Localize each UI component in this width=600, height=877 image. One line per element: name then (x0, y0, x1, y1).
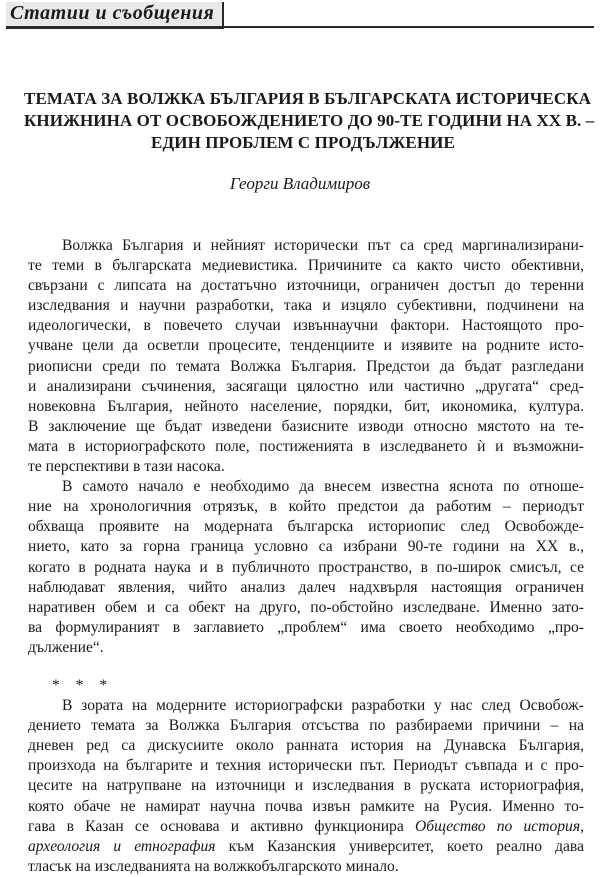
title-line-1: ТЕМАТА ЗА ВОЛЖКА БЪЛГАРИЯ В БЪЛГАРСКАТА ИСТОРИЧЕСКА (24, 89, 592, 108)
text-line: идеологически, в повечето случаи извъннаучни фактори. Настоящото про- (28, 317, 584, 335)
paragraph-2 (28, 477, 584, 658)
text-line: нието, като за горна граница условно са избрани 90-те години на XX в., (28, 538, 584, 556)
article-author: Георги Владимиров (229, 174, 371, 193)
text-line: и анализирани съчинения, засягащи цялостно или частично „другата“ сред- (28, 377, 584, 395)
text-line: новековна България, нейното население, порядки, бит, икономика, култура. (28, 397, 584, 415)
text-line: свързани с липсата на достатъчно източници, ограничен достъп до теренни (28, 277, 584, 295)
text-line: учване цели да осветли процесите, тенденциите и изявите на родните исто- (28, 337, 584, 355)
text-line (28, 817, 584, 837)
text-line: ние на хронологичния отрязък, в който предстои да работим – периодът (28, 498, 584, 516)
paragraph-1 (28, 236, 584, 477)
text-line: когато в родната наука и в публичното пространство, в по-широк смисъл, се (28, 558, 584, 576)
text-line: наративен обем и са обект на друго, по-обстойно изследване. Именно зато- (28, 598, 584, 616)
text-line: обхваща проявите на модерната българска историопис след Освобожде- (28, 518, 584, 536)
italic-society-name-cont: археология и етнография (28, 837, 216, 855)
text-line: Волжка България и нейният исторически път са сред маргинализирани- (62, 237, 584, 254)
article-title (24, 88, 595, 154)
text-line: мата в историографското поле, постиженията в изследването ѝ и възможни- (28, 437, 584, 455)
header-rule (6, 26, 594, 28)
text-line: изследвания и научни разработки, така и изцяло субективни, подчинени на (28, 297, 584, 315)
text-line: произхода на българите и техния исторически път. Периодът съвпада и с про- (28, 757, 584, 775)
text-line: В зората на модерните историографски разработки у нас след Освобож- (62, 697, 584, 715)
text-line: цесите на натрупване на източници и изследвания в руската историография, (28, 777, 584, 795)
title-line-3: ЕДИН ПРОБЛЕМ С ПРОДЪЛЖЕНИЕ (151, 133, 455, 152)
text-line: наблюдават явления, чийто анализ далеч надхвърля настоящия ограничен (28, 578, 584, 596)
text-line: дението темата за Волжка България отсъства по разбираеми причини – на (28, 717, 584, 735)
text-line: която обаче не намират научна почва извън рамките на Русия. Именно то- (28, 797, 584, 815)
text-fragment: гава в Казан се основава и активно функционира (28, 817, 415, 835)
text-line: ва формулираният в заглавието „проблем“ има своето необходимо „про- (28, 618, 584, 636)
text-fragment: към Казанския университет, което реално дава (215, 837, 584, 855)
text-line: дневен ред са дискусиите около ранната история на Дунавска България, (28, 737, 584, 755)
text-line: те теми в българската медиевистика. Причините са както чисто обективни, (28, 257, 584, 275)
text-line: те перспективи в тази насока. (28, 458, 225, 476)
text-line: дължение“. (28, 638, 104, 656)
text-line: тласък на изследванията на волжкобългарското минало. (28, 857, 399, 875)
section-label: Статии и съобщения (6, 2, 224, 29)
section-separator: * * * (52, 676, 114, 694)
article-body (28, 236, 584, 877)
text-line: риописни среди по темата Волжка България. Предстои да бъдат разгледани (28, 357, 584, 375)
text-line (28, 837, 584, 857)
section-header (0, 0, 600, 44)
text-line: В самото начало е необходимо да внесем известна яснота по отноше- (62, 478, 584, 496)
title-line-2: КНИЖНИНА ОТ ОСВОБОЖДЕНИЕТО ДО 90-ТЕ ГОДИНИ НА XX В. – (24, 111, 595, 130)
paragraph-3 (28, 696, 584, 877)
text-line: В заключение ще бъдат изведени базисните изводи относно мястото на те- (28, 417, 584, 435)
italic-society-name: Общество по история, (414, 817, 584, 835)
